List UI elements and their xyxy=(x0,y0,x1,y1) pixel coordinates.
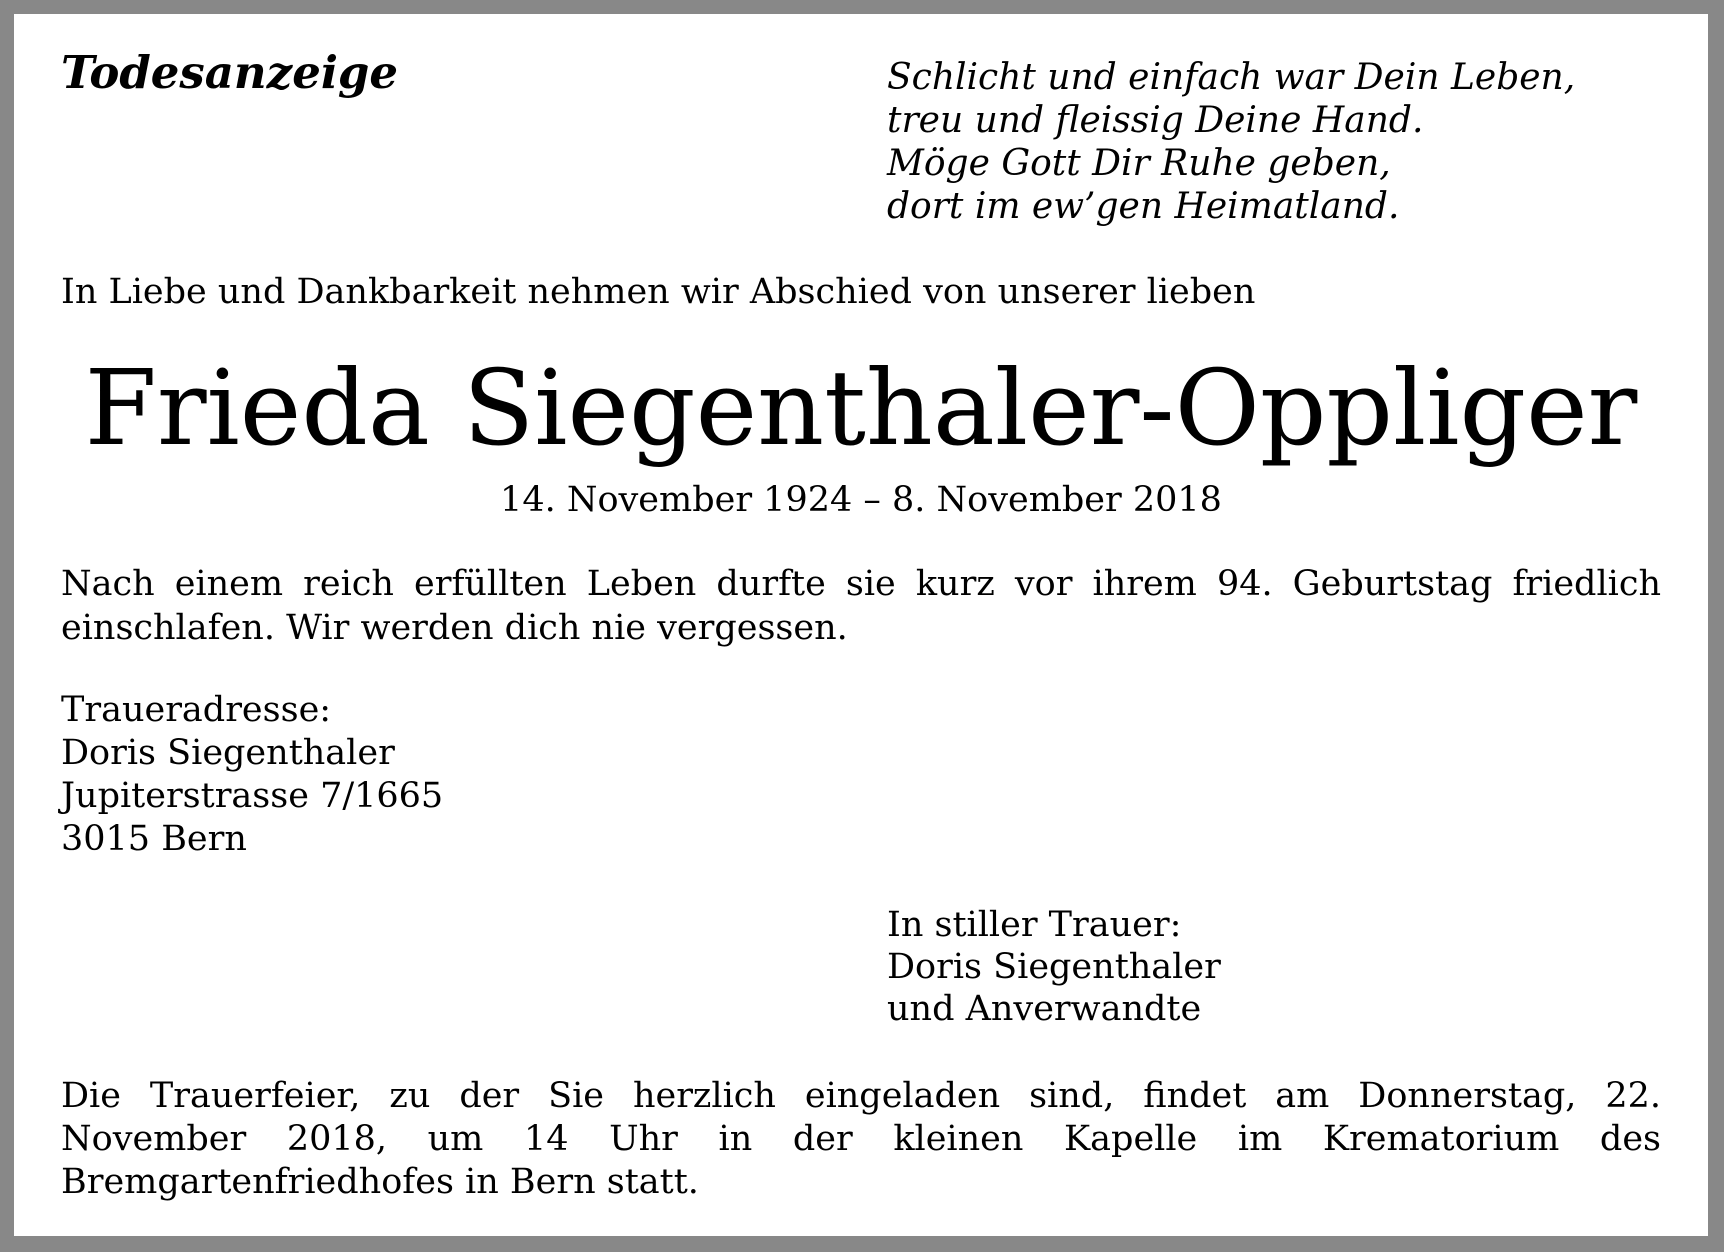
poem-line: Möge Gott Dir Ruhe geben, xyxy=(887,143,1391,184)
ceremony-paragraph: Die Trauerfeier, zu der Sie herzlich eingeladen sind, findet am Donnerstag, 22. November 2018, um 14 Uhr in der kleinen Kapelle im Krematorium des Bremgartenfriedhofes in Bern statt. xyxy=(61,1076,1661,1202)
address-name: Doris Siegenthaler xyxy=(61,733,395,773)
poem-line: dort im ew’gen Heimatland. xyxy=(887,186,1400,227)
obituary-page xyxy=(14,14,1708,1236)
mourners-label: In stiller Trauer: xyxy=(887,905,1182,945)
intro-text: In Liebe und Dankbarkeit nehmen wir Abschied von unserer lieben xyxy=(61,272,1256,312)
poem-line: treu und fleissig Deine Hand. xyxy=(887,100,1424,141)
deceased-name: Frieda Siegenthaler-Oppliger xyxy=(84,347,1638,469)
address-street: Jupiterstrasse 7/1665 xyxy=(61,776,444,816)
life-dates: 14. November 1924 – 8. November 2018 xyxy=(500,480,1222,520)
address-label: Traueradresse: xyxy=(61,690,332,730)
mourning-address xyxy=(61,689,443,861)
mourners-others: und Anverwandte xyxy=(887,989,1202,1029)
address-city: 3015 Bern xyxy=(61,819,247,859)
heading: Todesanzeige xyxy=(61,46,399,99)
mourners-block xyxy=(887,904,1221,1030)
poem xyxy=(887,56,1575,228)
mourners-name: Doris Siegenthaler xyxy=(887,947,1221,987)
message-paragraph: Nach einem reich erfüllten Leben durfte sie kurz vor ihrem 94. Geburtstag friedlich einschlafen. Wir werden dich nie vergessen. xyxy=(61,564,1661,648)
poem-line: Schlicht und einfach war Dein Leben, xyxy=(887,57,1576,98)
